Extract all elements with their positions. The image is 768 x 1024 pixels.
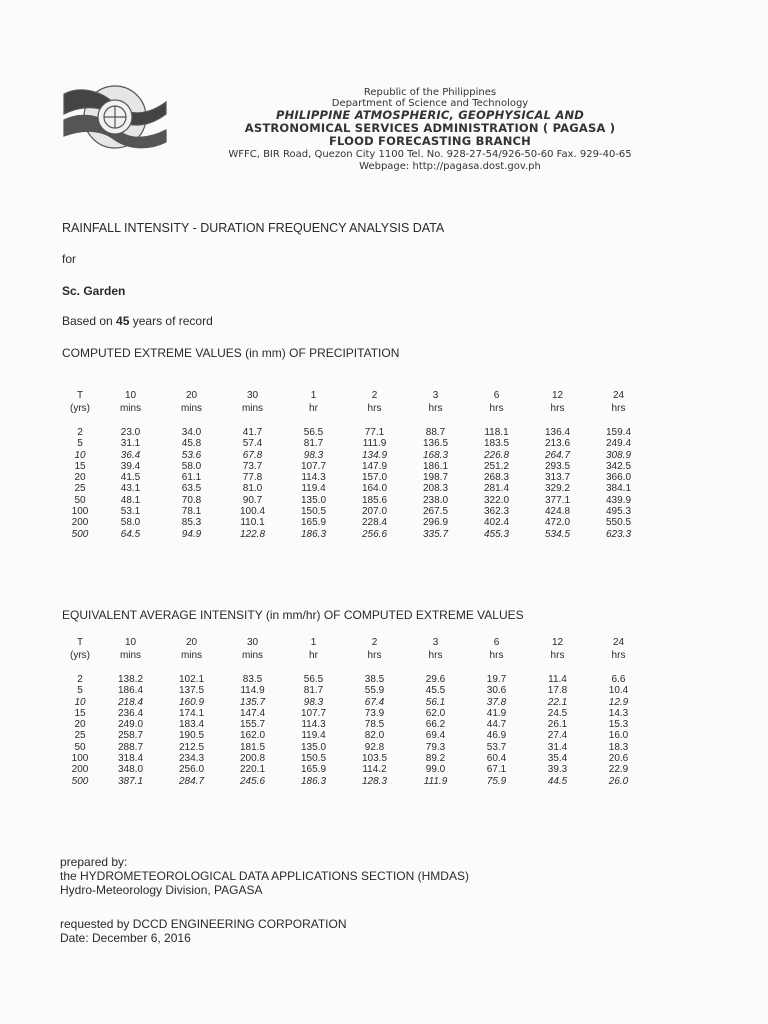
value-cell: 472.0 — [544, 517, 571, 529]
return-period-cell: 200 — [71, 517, 89, 529]
header-agency-line1: PHILIPPINE ATMOSPHERIC, GEOPHYSICAL AND — [275, 108, 585, 122]
value-cell: 31.4 — [547, 741, 568, 753]
value-cell: 136.4 — [544, 427, 571, 438]
table-row — [60, 461, 649, 472]
value-cell: 90.7 — [242, 494, 263, 506]
duration-header: 6 — [493, 390, 500, 401]
table-header-units-row — [60, 649, 649, 662]
header-agency-line2: ASTRONOMICAL SERVICES ADMINISTRATION ( PAGASA ) — [244, 121, 616, 135]
value-cell: 213.6 — [544, 438, 571, 450]
basis-years: 45 — [116, 314, 130, 328]
value-cell: 190.5 — [178, 730, 205, 742]
value-cell: 56.5 — [303, 674, 324, 685]
return-period-header: (yrs) — [70, 403, 90, 414]
header-address: WFFC, BIR Road, Quezon City 1100 Tel. No. 928-27-54/926-50-60 Fax. 929-40-65 — [228, 149, 632, 160]
value-cell: 335.7 — [422, 528, 449, 540]
return-period-header: (yrs) — [70, 650, 90, 661]
value-cell: 135.0 — [300, 741, 327, 753]
duration-header: mins — [119, 650, 142, 661]
value-cell: 268.3 — [483, 472, 510, 484]
value-cell: 69.4 — [425, 730, 446, 742]
basis-prefix: Based on — [62, 314, 117, 328]
value-cell: 39.3 — [547, 764, 568, 776]
return-period-cell: 25 — [74, 730, 86, 742]
table-row — [60, 472, 649, 483]
value-cell: 134.9 — [361, 449, 388, 461]
duration-header: hrs — [367, 403, 382, 414]
value-cell: 67.8 — [242, 449, 263, 461]
value-cell: 147.4 — [239, 707, 266, 719]
value-cell: 46.9 — [486, 730, 507, 742]
value-cell: 6.6 — [611, 674, 626, 685]
value-cell: 26.0 — [608, 775, 629, 787]
value-cell: 236.4 — [117, 707, 144, 719]
value-cell: 70.8 — [181, 494, 202, 506]
value-cell: 256.0 — [178, 764, 205, 776]
value-cell: 35.4 — [547, 753, 568, 765]
value-cell: 111.9 — [362, 438, 387, 450]
value-cell: 88.7 — [425, 427, 446, 438]
value-cell: 186.4 — [117, 685, 144, 697]
value-cell: 256.6 — [361, 528, 388, 540]
header-branch: FLOOD FORECASTING BRANCH — [328, 134, 532, 148]
value-cell: 79.3 — [425, 741, 446, 753]
value-cell: 135.0 — [300, 494, 327, 506]
value-cell: 122.8 — [239, 528, 266, 540]
duration-header: 20 — [185, 390, 198, 401]
return-period-cell: 2 — [77, 674, 83, 685]
value-cell: 92.8 — [364, 741, 385, 753]
value-cell: 157.0 — [361, 472, 388, 484]
table-row — [60, 685, 649, 696]
value-cell: 387.1 — [117, 775, 144, 787]
value-cell: 67.4 — [364, 696, 385, 708]
prepared-by-label: prepared by: — [60, 855, 128, 869]
value-cell: 164.0 — [361, 483, 388, 495]
return-period-header: T — [76, 390, 84, 401]
header-department: Department of Science and Technology — [331, 98, 529, 109]
value-cell: 31.1 — [120, 438, 141, 450]
return-period-cell: 15 — [74, 707, 86, 719]
value-cell: 623.3 — [605, 528, 632, 540]
value-cell: 264.7 — [544, 449, 571, 461]
value-cell: 99.0 — [425, 764, 446, 776]
value-cell: 20.6 — [608, 753, 629, 765]
value-cell: 77.1 — [364, 427, 385, 438]
value-cell: 114.9 — [240, 685, 265, 697]
value-cell: 296.9 — [422, 517, 449, 529]
table-header-row — [60, 389, 649, 402]
duration-header: mins — [119, 403, 142, 414]
table-row — [60, 438, 649, 449]
value-cell: 181.5 — [239, 741, 266, 753]
value-cell: 61.1 — [181, 472, 202, 484]
value-cell: 322.0 — [483, 494, 510, 506]
value-cell: 10.4 — [608, 685, 629, 697]
duration-header: hr — [309, 403, 318, 414]
duration-header: 20 — [185, 637, 198, 648]
document-date: Date: December 6, 2016 — [60, 931, 191, 945]
table-header-units-row — [60, 402, 649, 415]
value-cell: 81.0 — [242, 483, 263, 495]
value-cell: 550.5 — [605, 517, 632, 529]
value-cell: 118.1 — [484, 427, 509, 438]
document-title: RAINFALL INTENSITY - DURATION FREQUENCY ANALYSIS DATA — [62, 221, 445, 235]
table-header-row — [60, 636, 649, 649]
value-cell: 14.3 — [608, 707, 629, 719]
value-cell: 186.3 — [300, 775, 327, 787]
value-cell: 174.1 — [178, 707, 205, 719]
value-cell: 24.5 — [547, 707, 568, 719]
table-row — [60, 427, 649, 438]
letterhead — [150, 87, 710, 173]
value-cell: 78.5 — [364, 719, 385, 731]
value-cell: 81.7 — [303, 685, 324, 697]
value-cell: 45.5 — [425, 685, 446, 697]
value-cell: 27.4 — [547, 730, 568, 742]
duration-header: 30 — [246, 390, 259, 401]
duration-header: 1 — [310, 390, 317, 401]
value-cell: 56.5 — [303, 427, 324, 438]
value-cell: 58.0 — [120, 517, 141, 529]
value-cell: 114.3 — [301, 472, 326, 484]
preparing-section: the HYDROMETEOROLOGICAL DATA APPLICATIONS SECTION (HMDAS) — [60, 869, 469, 883]
value-cell: 73.7 — [242, 460, 263, 472]
value-cell: 67.1 — [486, 764, 507, 776]
duration-header: hrs — [611, 650, 626, 661]
value-cell: 66.2 — [425, 719, 446, 731]
return-period-cell: 100 — [71, 506, 89, 518]
extreme-values-table — [60, 389, 649, 540]
value-cell: 119.4 — [301, 730, 326, 742]
value-cell: 53.1 — [120, 506, 141, 518]
value-cell: 111.9 — [423, 775, 448, 787]
for-label: for — [62, 252, 77, 266]
record-basis — [62, 314, 213, 328]
value-cell: 128.3 — [361, 775, 388, 787]
value-cell: 342.5 — [605, 460, 632, 472]
value-cell: 98.3 — [303, 696, 324, 708]
value-cell: 119.4 — [301, 483, 326, 495]
value-cell: 288.7 — [117, 741, 144, 753]
return-period-cell: 20 — [74, 719, 86, 731]
value-cell: 267.5 — [422, 506, 449, 518]
value-cell: 44.7 — [486, 719, 507, 731]
value-cell: 114.3 — [301, 719, 326, 731]
value-cell: 208.3 — [422, 483, 449, 495]
value-cell: 77.8 — [242, 472, 263, 484]
return-period-cell: 50 — [74, 494, 86, 506]
value-cell: 58.0 — [181, 460, 202, 472]
value-cell: 234.3 — [178, 753, 205, 765]
value-cell: 34.0 — [181, 427, 202, 438]
duration-header: hr — [309, 650, 318, 661]
value-cell: 103.5 — [361, 753, 388, 765]
duration-header: hrs — [428, 650, 443, 661]
value-cell: 75.9 — [486, 775, 507, 787]
value-cell: 19.7 — [486, 674, 507, 685]
duration-header: hrs — [550, 403, 565, 414]
return-period-cell: 10 — [74, 696, 86, 708]
value-cell: 114.2 — [362, 764, 387, 776]
value-cell: 85.3 — [181, 517, 202, 529]
table-row — [60, 730, 649, 741]
section-title-extreme-values: COMPUTED EXTREME VALUES (in mm) OF PRECIPITATION — [62, 346, 400, 360]
value-cell: 183.4 — [178, 719, 205, 731]
value-cell: 165.9 — [300, 517, 327, 529]
value-cell: 183.5 — [483, 438, 510, 450]
value-cell: 168.3 — [422, 449, 449, 461]
station-name: Sc. Garden — [62, 284, 126, 298]
value-cell: 39.4 — [120, 460, 141, 472]
value-cell: 41.5 — [120, 472, 141, 484]
value-cell: 62.0 — [425, 707, 446, 719]
value-cell: 94.9 — [181, 528, 202, 540]
table-row — [60, 753, 649, 764]
table-row — [60, 450, 649, 461]
duration-header: 3 — [432, 637, 439, 648]
value-cell: 55.9 — [364, 685, 385, 697]
value-cell: 30.6 — [486, 685, 507, 697]
duration-header: 6 — [493, 637, 500, 648]
value-cell: 102.1 — [178, 674, 205, 685]
value-cell: 44.5 — [547, 775, 568, 787]
value-cell: 200.8 — [239, 753, 266, 765]
duration-header: mins — [180, 403, 203, 414]
value-cell: 155.7 — [239, 719, 266, 731]
return-period-cell: 500 — [71, 528, 89, 540]
value-cell: 424.8 — [544, 506, 571, 518]
value-cell: 245.6 — [239, 775, 266, 787]
duration-header: hrs — [428, 403, 443, 414]
table-row — [60, 674, 649, 685]
value-cell: 226.8 — [483, 449, 510, 461]
basis-suffix: years of record — [129, 314, 213, 328]
value-cell: 81.7 — [303, 438, 324, 450]
requested-by: requested by DCCD ENGINEERING CORPORATION — [60, 917, 347, 931]
table-row — [60, 517, 649, 528]
value-cell: 165.9 — [300, 764, 327, 776]
value-cell: 366.0 — [605, 472, 632, 484]
value-cell: 16.0 — [608, 730, 629, 742]
value-cell: 89.2 — [425, 753, 446, 765]
value-cell: 293.5 — [544, 460, 571, 472]
value-cell: 228.4 — [361, 517, 388, 529]
value-cell: 37.8 — [486, 696, 507, 708]
value-cell: 207.0 — [361, 506, 388, 518]
duration-header: 12 — [551, 390, 564, 401]
table-row — [60, 697, 649, 708]
value-cell: 258.7 — [117, 730, 144, 742]
return-period-cell: 10 — [74, 449, 86, 461]
section-title-average-intensity: EQUIVALENT AVERAGE INTENSITY (in mm/hr) OF COMPUTED EXTREME VALUES — [62, 608, 524, 622]
value-cell: 185.6 — [361, 494, 388, 506]
value-cell: 100.4 — [239, 506, 266, 518]
value-cell: 136.5 — [422, 438, 449, 450]
value-cell: 186.3 — [300, 528, 327, 540]
value-cell: 159.4 — [605, 427, 632, 438]
value-cell: 78.1 — [181, 506, 202, 518]
table-row — [60, 764, 649, 775]
return-period-header: T — [76, 637, 84, 648]
preparing-division: Hydro-Meteorology Division, PAGASA — [60, 883, 263, 897]
value-cell: 377.1 — [544, 494, 571, 506]
duration-header: 24 — [612, 637, 625, 648]
value-cell: 18.3 — [608, 741, 629, 753]
value-cell: 107.7 — [300, 460, 327, 472]
return-period-cell: 20 — [74, 472, 86, 484]
table-row — [60, 719, 649, 730]
duration-header: mins — [180, 650, 203, 661]
duration-header: hrs — [611, 403, 626, 414]
duration-header: hrs — [550, 650, 565, 661]
return-period-cell: 100 — [71, 753, 89, 765]
value-cell: 26.1 — [547, 719, 568, 731]
table-row — [60, 506, 649, 517]
table-row — [60, 529, 649, 540]
duration-header: 2 — [371, 637, 378, 648]
duration-header: hrs — [489, 650, 504, 661]
value-cell: 308.9 — [605, 449, 632, 461]
value-cell: 48.1 — [120, 494, 141, 506]
value-cell: 218.4 — [117, 696, 144, 708]
value-cell: 162.0 — [239, 730, 266, 742]
value-cell: 249.4 — [605, 438, 632, 450]
value-cell: 249.0 — [117, 719, 144, 731]
duration-header: 30 — [246, 637, 259, 648]
value-cell: 98.3 — [303, 449, 324, 461]
duration-header: 10 — [124, 637, 137, 648]
duration-header: 1 — [310, 637, 317, 648]
table-row — [60, 483, 649, 494]
value-cell: 110.1 — [240, 517, 265, 529]
value-cell: 137.5 — [178, 685, 205, 697]
header-republic: Republic of the Philippines — [363, 87, 497, 98]
table-row — [60, 776, 649, 787]
request-block — [60, 917, 347, 945]
value-cell: 73.9 — [364, 707, 385, 719]
value-cell: 38.5 — [364, 674, 385, 685]
value-cell: 284.7 — [178, 775, 205, 787]
table-row — [60, 742, 649, 753]
value-cell: 36.4 — [120, 449, 141, 461]
value-cell: 135.7 — [239, 696, 266, 708]
value-cell: 53.7 — [486, 741, 507, 753]
value-cell: 281.4 — [483, 483, 510, 495]
value-cell: 63.5 — [181, 483, 202, 495]
value-cell: 534.5 — [544, 528, 571, 540]
duration-header: 2 — [371, 390, 378, 401]
return-period-cell: 500 — [71, 775, 89, 787]
value-cell: 186.1 — [422, 460, 449, 472]
value-cell: 83.5 — [242, 674, 263, 685]
average-intensity-table — [60, 636, 649, 787]
duration-header: 24 — [612, 390, 625, 401]
duration-header: 12 — [551, 637, 564, 648]
duration-header: mins — [241, 650, 264, 661]
table-row — [60, 708, 649, 719]
header-webpage: Webpage: http://pagasa.dost.gov.ph — [359, 161, 541, 172]
value-cell: 220.1 — [239, 764, 266, 776]
value-cell: 150.5 — [300, 753, 327, 765]
value-cell: 29.6 — [425, 674, 446, 685]
value-cell: 43.1 — [120, 483, 141, 495]
value-cell: 318.4 — [117, 753, 144, 765]
value-cell: 107.7 — [300, 707, 327, 719]
value-cell: 138.2 — [117, 674, 144, 685]
value-cell: 60.4 — [486, 753, 507, 765]
value-cell: 11.4 — [548, 674, 567, 685]
value-cell: 41.9 — [486, 707, 507, 719]
value-cell: 15.3 — [608, 719, 629, 731]
duration-header: mins — [241, 403, 264, 414]
return-period-cell: 5 — [77, 438, 83, 450]
return-period-cell: 25 — [74, 483, 86, 495]
value-cell: 362.3 — [483, 506, 510, 518]
value-cell: 251.2 — [483, 460, 510, 472]
return-period-cell: 50 — [74, 741, 86, 753]
duration-header: hrs — [489, 403, 504, 414]
value-cell: 45.8 — [181, 438, 202, 450]
table-row — [60, 495, 649, 506]
return-period-cell: 2 — [77, 427, 83, 438]
value-cell: 212.5 — [178, 741, 205, 753]
value-cell: 329.2 — [544, 483, 571, 495]
value-cell: 402.4 — [483, 517, 510, 529]
return-period-cell: 200 — [71, 764, 89, 776]
value-cell: 238.0 — [422, 494, 449, 506]
return-period-cell: 15 — [74, 460, 86, 472]
value-cell: 64.5 — [120, 528, 141, 540]
value-cell: 53.6 — [181, 449, 202, 461]
value-cell: 12.9 — [608, 696, 629, 708]
value-cell: 22.9 — [608, 764, 629, 776]
prepared-by-block — [60, 855, 469, 897]
duration-header: 3 — [432, 390, 439, 401]
value-cell: 23.0 — [120, 427, 141, 438]
value-cell: 348.0 — [117, 764, 144, 776]
value-cell: 56.1 — [425, 696, 446, 708]
value-cell: 439.9 — [605, 494, 632, 506]
value-cell: 147.9 — [361, 460, 388, 472]
value-cell: 150.5 — [300, 506, 327, 518]
value-cell: 82.0 — [364, 730, 385, 742]
return-period-cell: 5 — [77, 685, 83, 697]
duration-header: 10 — [124, 390, 137, 401]
value-cell: 41.7 — [242, 427, 263, 438]
value-cell: 22.1 — [547, 696, 568, 708]
value-cell: 198.7 — [422, 472, 449, 484]
value-cell: 313.7 — [544, 472, 571, 484]
value-cell: 455.3 — [483, 528, 510, 540]
value-cell: 495.3 — [605, 506, 632, 518]
duration-header: hrs — [367, 650, 382, 661]
value-cell: 160.9 — [178, 696, 205, 708]
value-cell: 17.8 — [547, 685, 568, 697]
value-cell: 384.1 — [605, 483, 632, 495]
value-cell: 57.4 — [242, 438, 263, 450]
